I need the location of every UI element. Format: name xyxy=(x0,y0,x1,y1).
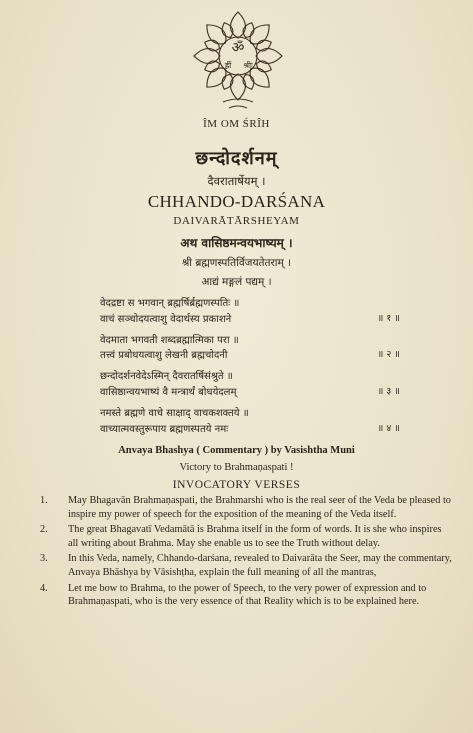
invocatory-heading: INVOCATORY VERSES xyxy=(172,479,301,491)
verse-line: वेदमाता भगवती शब्दब्रह्मात्मिका परा ॥ xyxy=(100,334,239,346)
invocation-line: ÎM OM ŚRÎH xyxy=(203,118,270,130)
verse-line: वेदद्रष्टा स भगवान् ब्रह्मर्षिर्ब्रह्मणस्पतिः ॥ xyxy=(100,298,240,309)
verse-number: ॥ ४ ॥ xyxy=(377,422,400,434)
commentary-heading: Anvaya Bhashya ( Commentary ) by Vasishtha Muni xyxy=(118,445,355,456)
sanskrit-heading-victory: श्री ब्रह्मणस्पतिर्विजयतेतराम् । xyxy=(181,257,292,269)
sanskrit-heading-bhashya: अथ वासिष्ठमन्वयभाष्यम् । xyxy=(180,236,293,250)
verse-line: नमस्ते ब्रह्मणे वाचे साक्षाद् वाचकशक्तये ॥ xyxy=(100,407,249,419)
invocatory-list xyxy=(40,494,452,611)
list-item: 2. The great Bhagavatī Vedamātā is Brahma itself in the form of words. It is she who inspires all writing about Brahma. May she enable us to see the Truth without delay. xyxy=(40,524,442,549)
verse-line: तत्त्वं प्रबोधयत्वाशु लेखनी ब्रह्मचोदनी ॥ २ ॥ xyxy=(100,349,400,362)
sanskrit-title: छन्दोदर्शनम् xyxy=(195,148,278,169)
sanskrit-subtitle: दैवरातार्षेयम् । xyxy=(207,174,266,188)
verse-number: ॥ २ ॥ xyxy=(377,349,400,361)
sanskrit-heading-mangala: आद्यं मङ्गलं पद्यम् । xyxy=(201,276,272,288)
list-item: 3. In this Veda, namely, Chhando-darśana, revealed to Daivarāta the Seer, may the commentary, Anvaya Bhāshya by Vāsishṭha, explain the full meaning of all the mantras, xyxy=(40,553,452,578)
page-title: CHHANDO-DARŚANA xyxy=(147,192,326,211)
list-item: 4. Let me bow to Brahma, to the power of Speech, to the very power of expression and to Brahmaṇaspati, who is the very essence of that Reality which is to be explained here. xyxy=(40,582,427,608)
verse-line: वाचं सञ्चोदयत्वाशु वेदार्थस्य प्रकाशने ॥ १ ॥ xyxy=(100,312,400,325)
victory-line: Victory to Brahmaṇaspati ! xyxy=(179,462,294,473)
hrim-glyph: ह्रीं xyxy=(224,61,232,70)
verse-number: ॥ १ ॥ xyxy=(377,312,400,324)
shrih-glyph: श्रीः xyxy=(243,61,253,70)
verse-number: ॥ ३ ॥ xyxy=(377,385,400,397)
verse-line: वाच्यात्मवस्तुरूपाय ब्रह्मणस्पतये नमः ॥ ४ ॥ xyxy=(100,422,400,435)
verse-line: वासिष्ठान्वयभाष्यं वै मन्त्रार्थं बोधयेदलम् ॥ ३ ॥ xyxy=(100,385,400,398)
list-item: 1. May Bhagavān Brahmaṇaspati, the Brahmarshi who is the real seer of the Veda be pleased to inspire my power of speech for the exposition of the meaning of the Veda itself. xyxy=(40,495,451,520)
sanskrit-verses xyxy=(100,295,400,436)
verse-line: छन्दोदर्शनवेदेऽस्मिन् दैवरातर्षिसंश्रुते ॥ xyxy=(100,371,233,383)
lotus-om-emblem-icon xyxy=(193,8,283,112)
om-glyph: ॐ xyxy=(231,40,245,56)
page-subtitle: DAIVARĀTĀRSHEYAM xyxy=(173,215,300,227)
